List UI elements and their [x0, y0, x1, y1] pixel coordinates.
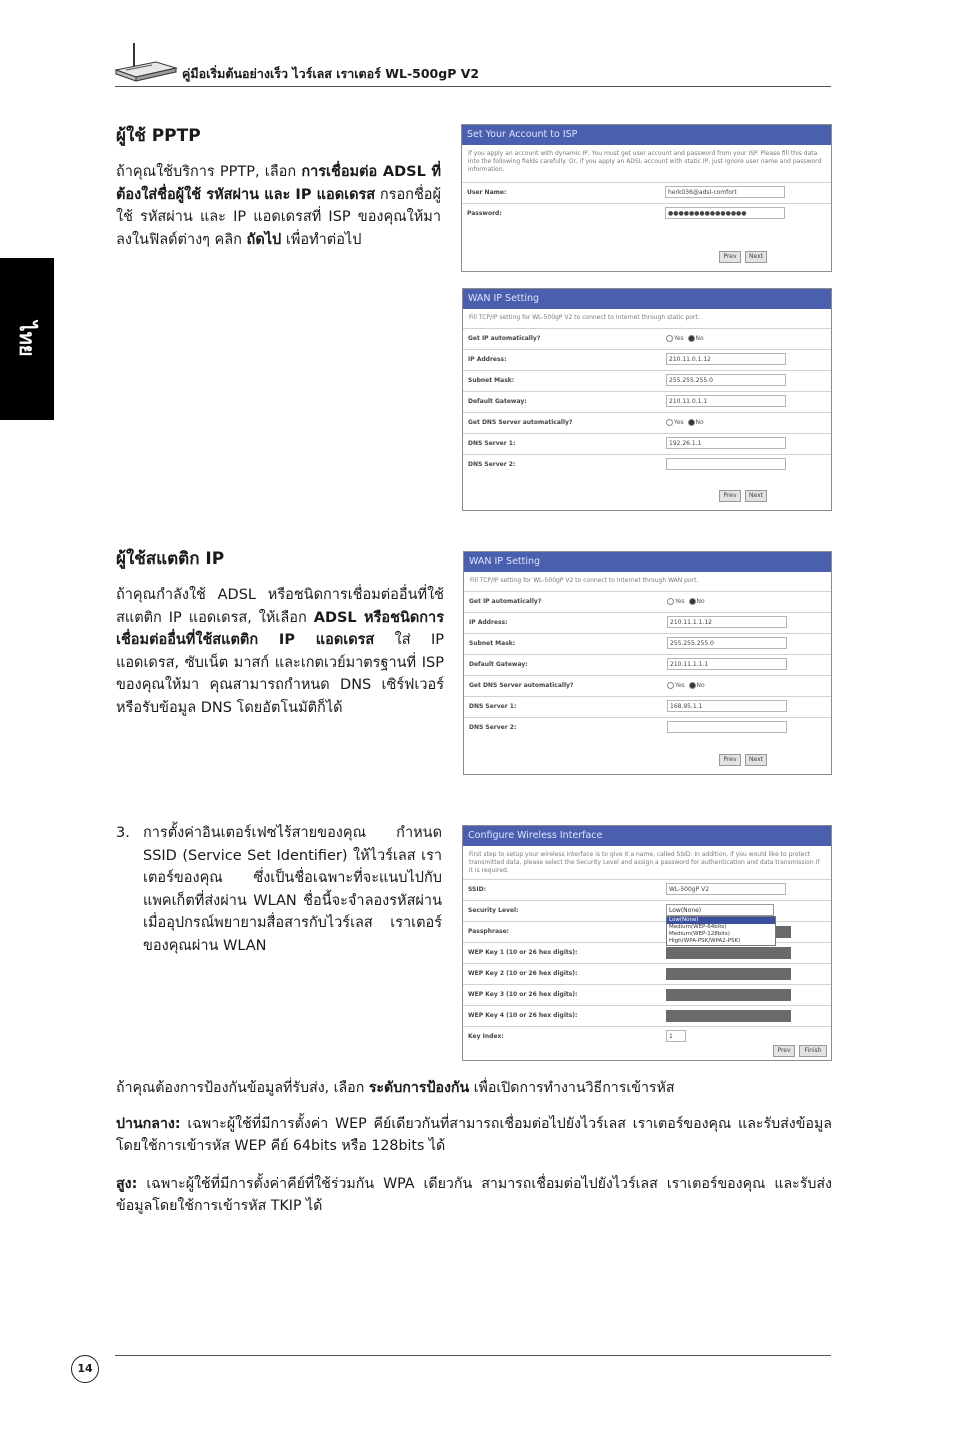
- prev-button[interactable]: Prev: [719, 251, 741, 263]
- step3-paragraph: การตั้งค่าอินเตอร์เฟซไร้สายของคุณ กำหนด SSID (Service Set Identifier) ให้ไวร์เลส เราเตอร์ของคุณ ซึ่งเป็นชื่อเฉพาะที่จะแนบไปกับแพคเก็ตที่ส่งผ่าน WLAN ชื่อนี้จะจำลองรหัสผ่าน เมื่ออุปกรณ์พยายามสื่อสารกับไวร์เลส เราเตอร์ของคุณผ่าน WLAN: [143, 825, 442, 954]
- setting-row: Get IP automatically? Yes No: [463, 328, 831, 349]
- setting-row: Subnet Mask: 255.255.255.0: [463, 370, 831, 391]
- wireless-panel-description: First step to setup your wireless interface is to give it a name, called SSID. In addition, if you would like to protect transmitted data, please select the Security Level and assign a password for authentication and data transmission if it is required.: [469, 851, 820, 874]
- setting-input[interactable]: 210.11.0.1.1: [666, 395, 786, 407]
- next-button[interactable]: Next: [745, 490, 767, 502]
- setting-row: Get IP automatically? Yes No: [464, 591, 831, 612]
- user-name-input[interactable]: herk036@adsl-comfort: [665, 186, 785, 198]
- setting-input[interactable]: 210.11.0.1.12: [666, 353, 786, 365]
- setting-input[interactable]: 210.11.1.1.1: [667, 658, 787, 670]
- ssid-input[interactable]: WL-500gP V2: [666, 883, 786, 895]
- pptp-paragraph: ถ้าคุณใช้บริการ PPTP, เลือก การเชื่อมต่อ ADSL ที่ต้องใส่ชื่อผู้ใช้ รหัสผ่าน และ IP แอดเดรส กรอกชื่อผู้ใช้ รหัสผ่าน และ IP แอดเดรสที่ ISP ของคุณให้มาลงในฟิลด์ต่างๆ คลิก ถัดไป เพื่อทำต่อไป: [116, 164, 441, 248]
- finish-button[interactable]: Finish: [799, 1045, 827, 1057]
- option-medium-64[interactable]: Medium(WEP-64bits): [669, 924, 727, 930]
- wep-key1-row: WEP Key 1 (10 or 26 hex digits):: [463, 942, 831, 963]
- high-security-paragraph: สูง: เฉพาะผู้ใช้ที่มีการตั้งค่าคีย์ที่ใช้ร่วมกัน WPA เดียวกัน สามารถเชื่อมต่อไปยังไวร์เลส เราเตอร์ของคุณ และรับส่งข้อมูลโดยใช้การเข้ารหัส TKIP ได้: [116, 1176, 832, 1214]
- step-number: 3.: [116, 825, 130, 841]
- setting-input[interactable]: 192.26.1.1: [666, 437, 786, 449]
- setting-input[interactable]: 255.255.255.0: [667, 637, 787, 649]
- wep-key2-row: WEP Key 2 (10 or 26 hex digits):: [463, 963, 831, 984]
- setting-row: IP Address: 210.11.1.1.12: [464, 612, 831, 633]
- next-button[interactable]: Next: [745, 754, 767, 766]
- setting-row: DNS Server 1: 168.95.1.1: [464, 696, 831, 717]
- setting-row: IP Address: 210.11.0.1.12: [463, 349, 831, 370]
- setting-row: DNS Server 1: 192.26.1.1: [463, 433, 831, 454]
- setting-input[interactable]: 255.255.255.0: [666, 374, 786, 386]
- user-name-row: User Name: herk036@adsl-comfort: [462, 182, 831, 203]
- setting-row: Default Gateway: 210.11.0.1.1: [463, 391, 831, 412]
- security-level-dropdown[interactable]: [666, 916, 776, 946]
- password-input[interactable]: ●●●●●●●●●●●●●●●: [665, 207, 785, 219]
- language-tab-label: ไทย: [15, 321, 39, 357]
- static-ip-paragraph: ถ้าคุณกำลังใช้ ADSL หรือชนิดการเชื่อมต่ออื่นที่ใช้สแตติก IP แอดเดรส, ให้เลือก ADSL หรือชนิดการเชื่อมต่ออื่นที่ใช้สแตติก IP แอดเดรส ใส่ IP แอดเดรส, ซับเน็ต มาสก์ และเกตเวย์มาตรฐานที่ ISP ของคุณให้มา คุณสามารถกำหนด DNS เซิร์ฟเวอร์ หรือรับข้อมูล DNS โดยอัตโนมัติก็ได้: [116, 587, 444, 716]
- wireless-config-screenshot: [462, 825, 832, 1061]
- wan1-panel-title: WAN IP Setting: [463, 289, 831, 309]
- yes-no-radio[interactable]: Yes No: [667, 682, 705, 689]
- wan-ip-screenshot-pptp: [462, 288, 832, 511]
- setting-input[interactable]: [666, 458, 786, 470]
- language-tab: [0, 258, 54, 420]
- pptp-heading: ผู้ใช้ PPTP: [116, 126, 201, 146]
- isp-panel-title: Set Your Account to ISP: [462, 125, 831, 145]
- password-row: Password: ●●●●●●●●●●●●●●●: [462, 203, 831, 224]
- prev-button[interactable]: Prev: [719, 754, 741, 766]
- ssid-row: SSID: WL-500gP V2: [463, 879, 831, 900]
- passphrase-row: Passphrase:: [463, 921, 831, 942]
- header-divider: [115, 86, 831, 87]
- static-ip-heading: ผู้ใช้สแตติก IP: [116, 549, 225, 569]
- next-button[interactable]: Next: [745, 251, 767, 263]
- isp-account-screenshot: [461, 124, 832, 272]
- header-title: คู่มือเริ่มต้นอย่างเร็ว ไวร์เลส เราเตอร์ WL-500gP V2: [182, 66, 480, 81]
- wan2-panel-description: Fill TCP/IP setting for WL-500gP V2 to connect to Internet through WAN port.: [470, 577, 699, 584]
- setting-row: Subnet Mask: 255.255.255.0: [464, 633, 831, 654]
- setting-row: Get DNS Server automatically? Yes No: [464, 675, 831, 696]
- footer-divider: [115, 1355, 831, 1356]
- wep-key4-input[interactable]: [666, 1010, 791, 1022]
- yes-no-radio[interactable]: Yes No: [666, 335, 704, 342]
- wep-key1-input[interactable]: [666, 947, 791, 959]
- prev-button[interactable]: Prev: [773, 1045, 795, 1057]
- security-level-row: Security Level: Low(None) Low(None) Medium(WEP-64bits) Medium(WEP-128bits) High(WPA-PSK/WPA2-PSK): [463, 900, 831, 921]
- wep-key4-row: WEP Key 4 (10 or 26 hex digits):: [463, 1005, 831, 1026]
- security-level-select[interactable]: Low(None): [666, 904, 774, 916]
- security-intro-paragraph: ถ้าคุณต้องการป้องกันข้อมูลที่รับส่ง, เลือก ระดับการป้องกัน เพื่อเปิดการทำงานวิธีการเข้ารหัส: [116, 1080, 675, 1096]
- wireless-panel-title: Configure Wireless Interface: [463, 826, 831, 846]
- page-number: 14: [71, 1355, 99, 1383]
- prev-button[interactable]: Prev: [719, 490, 741, 502]
- wan1-panel-description: Fill TCP/IP setting for WL-500gP V2 to connect to Internet through static port.: [469, 314, 700, 321]
- setting-input[interactable]: [667, 721, 787, 733]
- setting-row: DNS Server 2:: [464, 717, 831, 738]
- key-index-select[interactable]: 1: [666, 1030, 686, 1042]
- wep-key3-input[interactable]: [666, 989, 791, 1001]
- yes-no-radio[interactable]: Yes No: [666, 419, 704, 426]
- wep-key3-row: WEP Key 3 (10 or 26 hex digits):: [463, 984, 831, 1005]
- router-icon: [112, 40, 178, 82]
- yes-no-radio[interactable]: Yes No: [667, 598, 705, 605]
- setting-input[interactable]: 210.11.1.1.12: [667, 616, 787, 628]
- setting-row: Get DNS Server automatically? Yes No: [463, 412, 831, 433]
- setting-row: DNS Server 2:: [463, 454, 831, 475]
- key-index-row: Key Index: 1: [463, 1026, 831, 1047]
- wep-key2-input[interactable]: [666, 968, 791, 980]
- isp-panel-description: If you apply an account with dynamic IP, You must get user account and password from your ISP. Please fill this data into the following fields carefully. Or, if you apply an ADSL account with static IP, just ignore user name and password information.: [468, 150, 822, 173]
- medium-security-paragraph: ปานกลาง: เฉพาะผู้ใช้ที่มีการตั้งค่า WEP คีย์เดียวกันที่สามารถเชื่อมต่อไปยังไวร์เลส เราเตอร์ของคุณ และรับส่งข้อมูลโดยใช้การเข้ารหัส WEP คีย์ 64bits หรือ 128bits ได้: [116, 1116, 832, 1154]
- wan2-panel-title: WAN IP Setting: [464, 552, 831, 572]
- option-medium-128[interactable]: Medium(WEP-128bits): [669, 931, 730, 937]
- wan-ip-screenshot-static: [463, 551, 832, 775]
- setting-row: Default Gateway: 210.11.1.1.1: [464, 654, 831, 675]
- option-low[interactable]: Low(None): [667, 917, 775, 924]
- option-high[interactable]: High(WPA-PSK/WPA2-PSK): [669, 938, 741, 944]
- setting-input[interactable]: 168.95.1.1: [667, 700, 787, 712]
